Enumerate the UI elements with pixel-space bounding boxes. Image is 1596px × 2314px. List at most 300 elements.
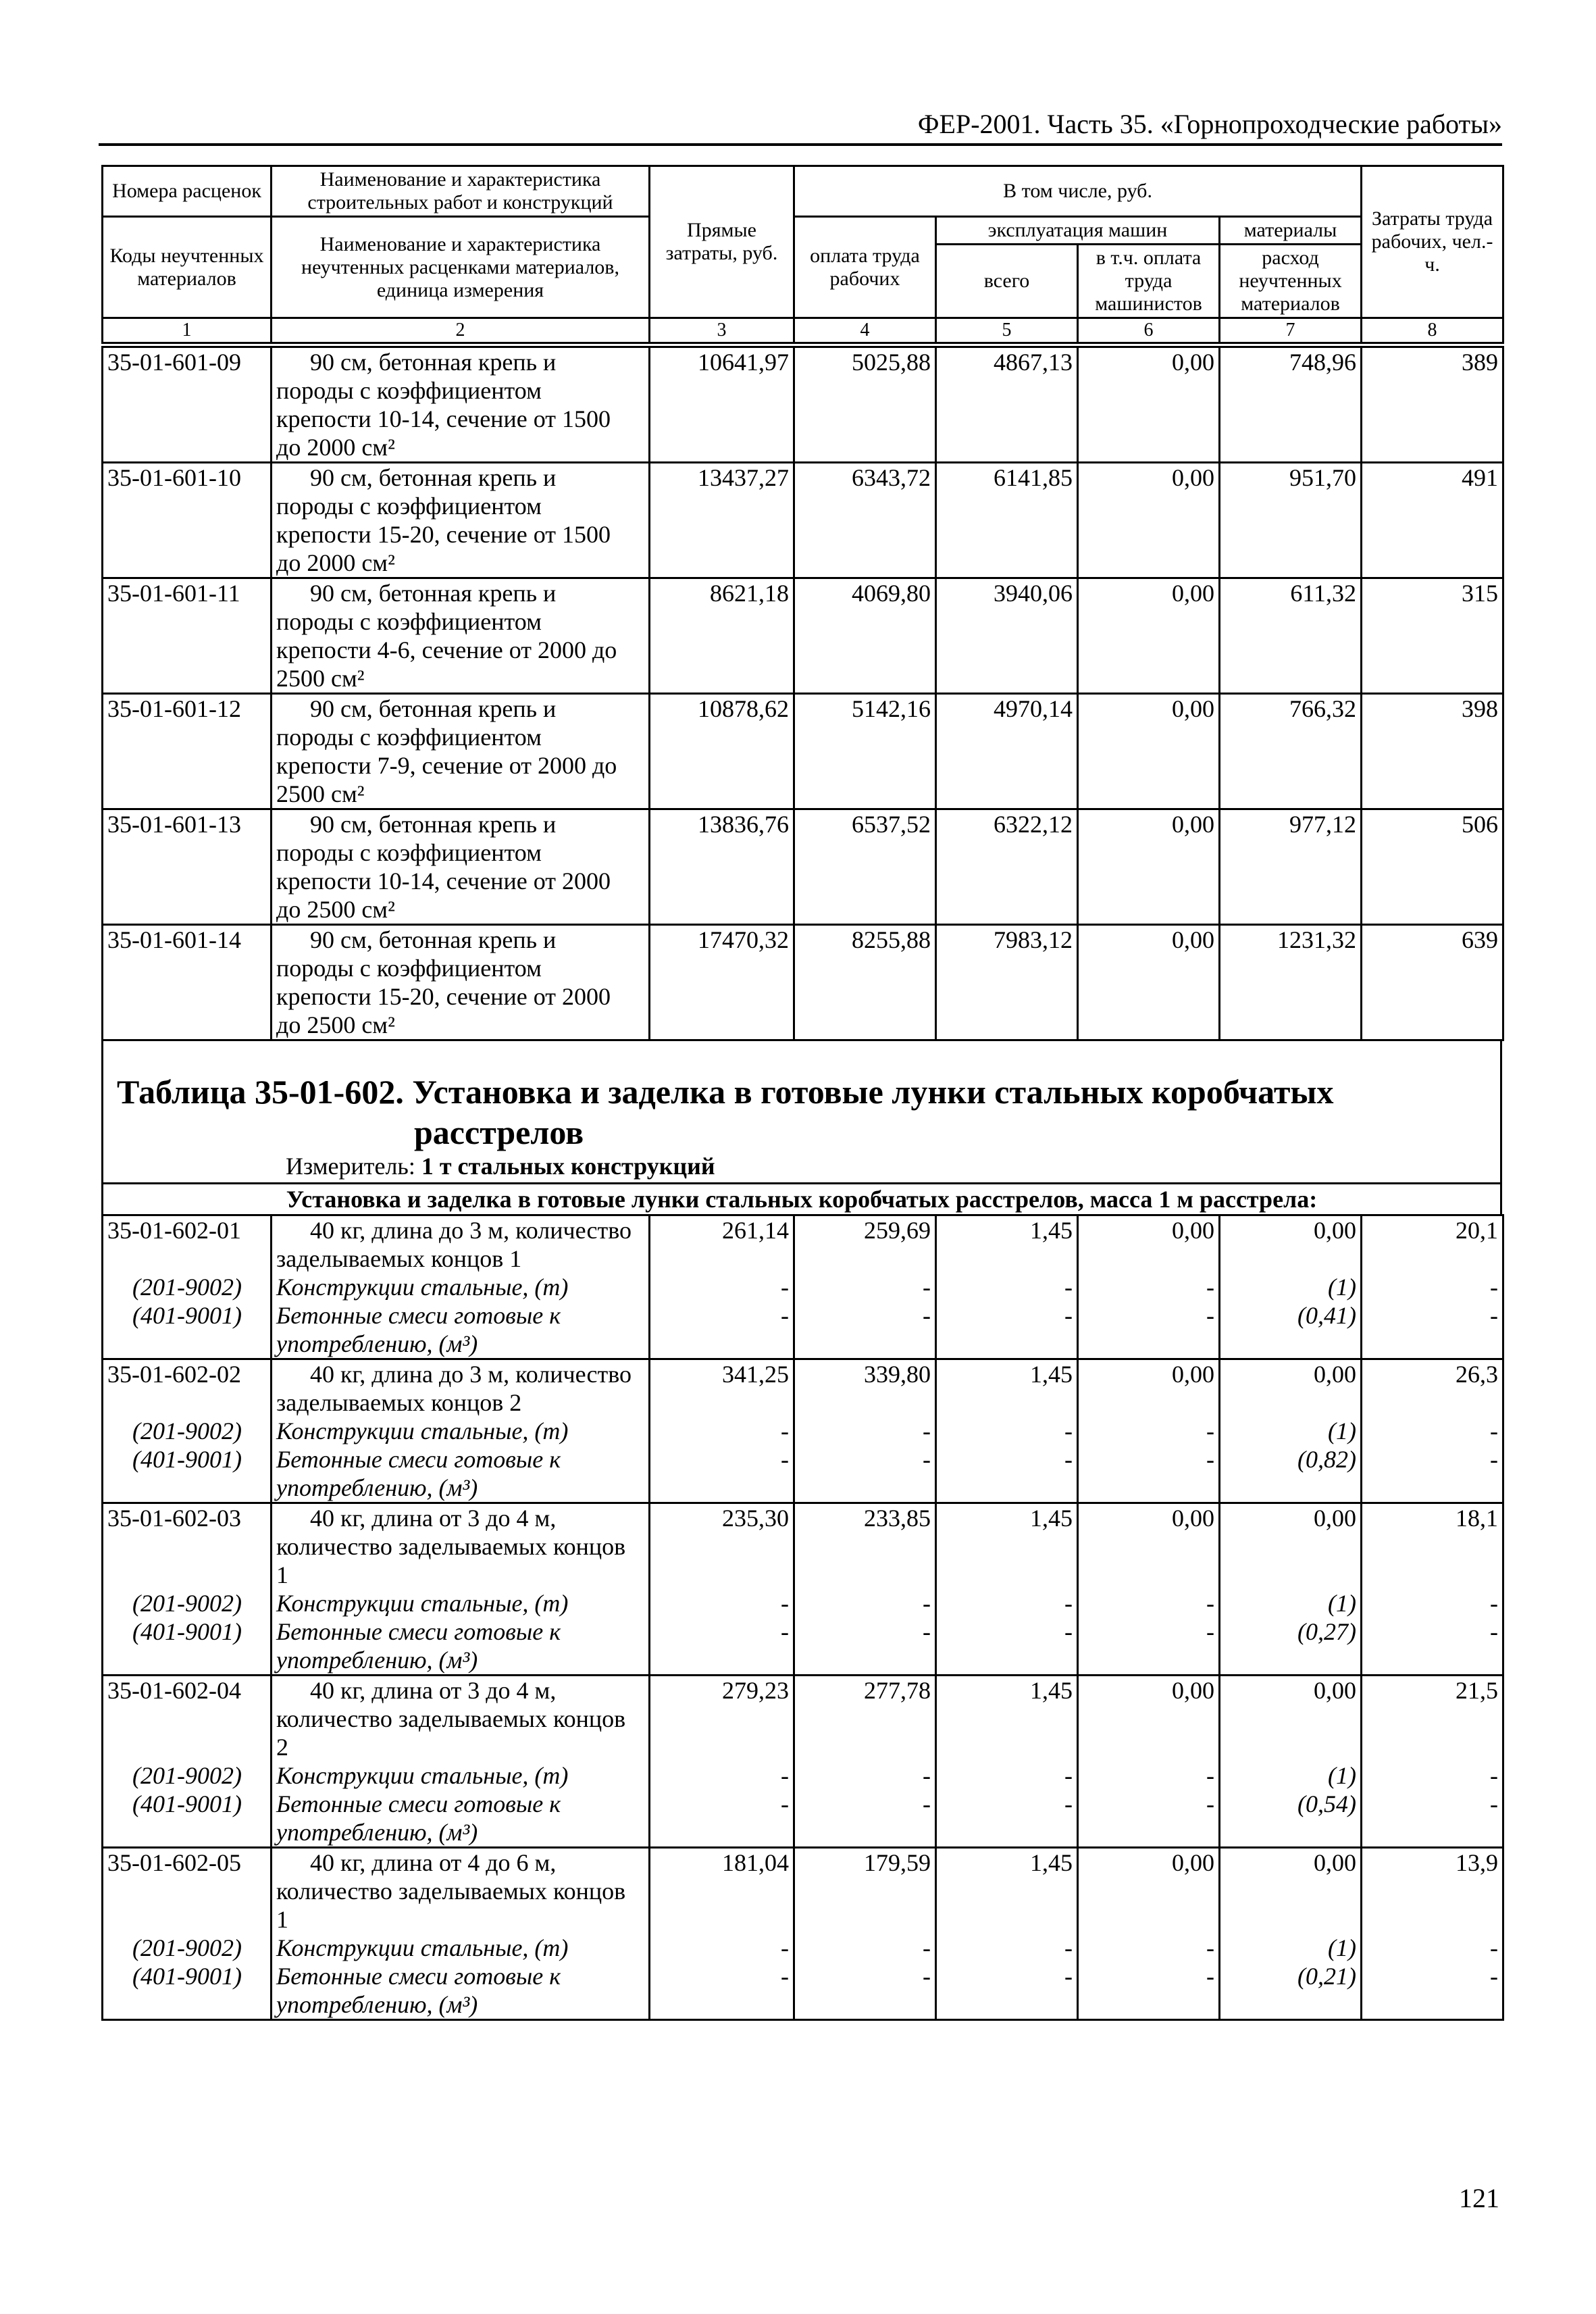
spacer xyxy=(107,1244,266,1273)
labor-value: 491 xyxy=(1362,463,1503,578)
dash-placeholder: - xyxy=(1206,1302,1214,1329)
col-header-rate-numbers: Номера расценок xyxy=(103,166,272,217)
material-name: Конструкции стальные, (т) xyxy=(276,1934,569,1961)
col-header-materials: материалы xyxy=(1220,217,1362,245)
description-line: 90 см, бетонная крепь и xyxy=(310,811,557,838)
machines-value-cell xyxy=(936,1503,1078,1676)
description-line: 90 см, бетонная крепь и xyxy=(310,349,557,376)
spacer xyxy=(1083,1474,1214,1502)
wages-value-cell xyxy=(794,1676,936,1848)
material-code: (201-9002) xyxy=(132,1417,242,1444)
spacer xyxy=(1083,1990,1214,2019)
material-code: (401-9001) xyxy=(132,1790,242,1817)
dash-placeholder: - xyxy=(1064,1618,1073,1645)
rate-code-cell xyxy=(103,1676,272,1848)
description-line: крепости 4-6, сечение от 2000 до xyxy=(276,636,617,663)
description-line: породы с коэффициентом xyxy=(276,724,542,751)
machines-value-cell xyxy=(936,1848,1078,2020)
operator-wages-value-cell xyxy=(1078,1676,1220,1848)
rate-code: 35-01-601-12 xyxy=(103,694,272,809)
description-line: количество заделываемых концов xyxy=(276,1878,626,1905)
direct-costs-value: 341,25 xyxy=(722,1361,789,1388)
description-line: крепости 15-20, сечение от 1500 xyxy=(276,521,611,548)
machines-value: 4867,13 xyxy=(936,347,1078,463)
col-number: 8 xyxy=(1362,318,1503,343)
col-header-work-name: Наименование и характеристика строительных работ и конструкций xyxy=(272,166,650,217)
dash-placeholder: - xyxy=(1490,1590,1498,1617)
materials-value: 0,00 xyxy=(1314,1361,1356,1388)
labor-value: 506 xyxy=(1362,809,1503,925)
materials-value: 951,70 xyxy=(1220,463,1362,578)
rate-code-cell xyxy=(103,1503,272,1676)
title-line: Таблица 35-01-602. Установка и заделка в готовые лунки стальных коробчатых xyxy=(117,1073,1334,1111)
dash-placeholder: - xyxy=(781,1590,789,1617)
spacer xyxy=(1366,1532,1498,1561)
table-row xyxy=(103,463,1503,578)
operator-wages-value: 0,00 xyxy=(1078,809,1220,925)
labor-value: 639 xyxy=(1362,925,1503,1040)
dash-placeholder: - xyxy=(1490,1446,1498,1473)
machines-value: 1,45 xyxy=(1030,1677,1073,1704)
direct-costs-value-cell xyxy=(650,1503,794,1676)
spacer xyxy=(1366,1818,1498,1846)
spacer xyxy=(654,1532,789,1561)
spacer xyxy=(1083,1330,1214,1358)
dash-placeholder: - xyxy=(1206,1934,1214,1961)
spacer xyxy=(1083,1646,1214,1674)
material-quantity: (1) xyxy=(1328,1590,1356,1617)
dash-placeholder: - xyxy=(1490,1274,1498,1301)
dash-placeholder: - xyxy=(781,1302,789,1329)
machines-value: 6322,12 xyxy=(936,809,1078,925)
table-row xyxy=(103,694,1503,809)
spacer xyxy=(654,1474,789,1502)
dash-placeholder: - xyxy=(1064,1762,1073,1789)
spacer xyxy=(1225,1474,1356,1502)
labor-value: 398 xyxy=(1362,694,1503,809)
spacer xyxy=(799,1905,931,1934)
title-line: расстрелов xyxy=(414,1113,584,1151)
spacer xyxy=(107,1532,266,1561)
rate-code-cell xyxy=(103,1359,272,1503)
dash-placeholder: - xyxy=(1206,1274,1214,1301)
material-name: Конструкции стальные, (т) xyxy=(276,1274,569,1301)
direct-costs-value: 10641,97 xyxy=(650,347,794,463)
col-header-including: В том числе, руб. xyxy=(794,166,1362,217)
spacer xyxy=(1083,1905,1214,1934)
description-line: заделываемых концов 2 xyxy=(276,1389,522,1416)
rate-code-cell xyxy=(103,1848,272,2020)
spacer xyxy=(1366,1990,1498,2019)
spacer xyxy=(799,1474,931,1502)
dash-placeholder: - xyxy=(1490,1302,1498,1329)
spacer xyxy=(941,1244,1073,1273)
spacer xyxy=(654,1990,789,2019)
material-name: употреблению, (м³) xyxy=(276,1474,478,1501)
table-row xyxy=(103,347,1503,463)
wages-value: 5142,16 xyxy=(794,694,936,809)
dash-placeholder: - xyxy=(923,1934,931,1961)
spacer xyxy=(654,1244,789,1273)
material-code: (201-9002) xyxy=(132,1934,242,1961)
rate-code: 35-01-602-01 xyxy=(107,1217,241,1244)
material-quantity: (1) xyxy=(1328,1934,1356,1961)
material-quantity: (1) xyxy=(1328,1417,1356,1444)
dash-placeholder: - xyxy=(1490,1963,1498,1990)
spacer xyxy=(654,1561,789,1589)
description-line: 2500 см² xyxy=(276,665,365,692)
materials-value-cell xyxy=(1220,1848,1362,2020)
description-line: 90 см, бетонная крепь и xyxy=(310,926,557,953)
operator-wages-value: 0,00 xyxy=(1172,1505,1214,1532)
spacer xyxy=(941,1705,1073,1733)
dash-placeholder: - xyxy=(923,1446,931,1473)
material-name: Бетонные смеси готовые к xyxy=(276,1302,561,1329)
spacer xyxy=(107,1330,266,1358)
labor-value: 20,1 xyxy=(1456,1217,1498,1244)
description-line: крепости 10-14, сечение от 2000 xyxy=(276,867,611,895)
material-name: Бетонные смеси готовые к xyxy=(276,1963,561,1990)
dash-placeholder: - xyxy=(1064,1590,1073,1617)
spacer xyxy=(1225,1877,1356,1905)
col-number: 1 xyxy=(103,318,272,343)
direct-costs-value: 13836,76 xyxy=(650,809,794,925)
dash-placeholder: - xyxy=(1064,1790,1073,1817)
description-line: 90 см, бетонная крепь и xyxy=(310,464,557,491)
rate-description xyxy=(272,463,650,578)
dash-placeholder: - xyxy=(1064,1963,1073,1990)
rate-code: 35-01-601-14 xyxy=(103,925,272,1040)
description-line: 40 кг, длина от 3 до 4 м, xyxy=(310,1505,557,1532)
description-line: 1 xyxy=(276,1561,288,1588)
material-code: (201-9002) xyxy=(132,1590,242,1617)
rate-description xyxy=(272,809,650,925)
description-line: породы с коэффициентом xyxy=(276,839,542,866)
dash-placeholder: - xyxy=(781,1417,789,1444)
spacer xyxy=(1366,1905,1498,1934)
material-quantity: (0,82) xyxy=(1297,1446,1356,1473)
machines-value-cell xyxy=(936,1359,1078,1503)
col-header-machines: эксплуатация машин xyxy=(936,217,1220,245)
wages-value: 259,69 xyxy=(864,1217,931,1244)
machines-value-cell xyxy=(936,1215,1078,1359)
wages-value: 6537,52 xyxy=(794,809,936,925)
direct-costs-value-cell xyxy=(650,1359,794,1503)
dash-placeholder: - xyxy=(1206,1963,1214,1990)
description-line: породы с коэффициентом xyxy=(276,377,542,404)
spacer xyxy=(941,1646,1073,1674)
direct-costs-value: 13437,27 xyxy=(650,463,794,578)
description-line: 40 кг, длина до 3 м, количество xyxy=(310,1361,632,1388)
material-code: (401-9001) xyxy=(132,1618,242,1645)
spacer xyxy=(941,1818,1073,1846)
spacer xyxy=(654,1818,789,1846)
description-line: 2 xyxy=(276,1734,288,1761)
spacer xyxy=(1366,1705,1498,1733)
dash-placeholder: - xyxy=(1490,1618,1498,1645)
rate-description xyxy=(272,694,650,809)
materials-value: 0,00 xyxy=(1314,1505,1356,1532)
material-name: Бетонные смеси готовые к xyxy=(276,1618,561,1645)
spacer xyxy=(107,1733,266,1761)
spacer xyxy=(941,1388,1073,1417)
table-header xyxy=(101,165,1504,344)
operator-wages-value: 0,00 xyxy=(1172,1677,1214,1704)
operator-wages-value: 0,00 xyxy=(1172,1361,1214,1388)
material-name: употреблению, (м³) xyxy=(276,1819,478,1846)
rate-code: 35-01-602-03 xyxy=(107,1505,241,1532)
spacer xyxy=(799,1330,931,1358)
description-line: породы с коэффициентом xyxy=(276,493,542,520)
col-header-operator-wages: в т.ч. оплата труда машинистов xyxy=(1078,245,1220,318)
materials-value: 748,96 xyxy=(1220,347,1362,463)
description-line: 40 кг, длина от 4 до 6 м, xyxy=(310,1849,557,1876)
spacer xyxy=(1366,1733,1498,1761)
material-name: Бетонные смеси готовые к xyxy=(276,1790,561,1817)
dash-placeholder: - xyxy=(781,1963,789,1990)
spacer xyxy=(654,1388,789,1417)
table-row xyxy=(103,809,1503,925)
col-number: 2 xyxy=(272,318,650,343)
materials-value-cell xyxy=(1220,1215,1362,1359)
rate-description xyxy=(272,347,650,463)
col-header-labor: Затраты труда рабочих, чел.-ч. xyxy=(1362,166,1503,318)
material-name: употреблению, (м³) xyxy=(276,1991,478,2018)
description-line: количество заделываемых концов xyxy=(276,1705,626,1732)
dash-placeholder: - xyxy=(1206,1618,1214,1645)
wages-value: 5025,88 xyxy=(794,347,936,463)
operator-wages-value: 0,00 xyxy=(1078,463,1220,578)
spacer xyxy=(941,1532,1073,1561)
spacer xyxy=(1366,1474,1498,1502)
spacer xyxy=(1083,1532,1214,1561)
measure-unit xyxy=(286,1153,715,1180)
spacer xyxy=(799,1388,931,1417)
materials-value-cell xyxy=(1220,1503,1362,1676)
machines-value: 7983,12 xyxy=(936,925,1078,1040)
direct-costs-value: 261,14 xyxy=(722,1217,789,1244)
spacer xyxy=(1225,1905,1356,1934)
dash-placeholder: - xyxy=(1490,1934,1498,1961)
table-row xyxy=(103,1215,1503,1359)
dash-placeholder: - xyxy=(923,1963,931,1990)
dash-placeholder: - xyxy=(781,1762,789,1789)
page-header: ФЕР-2001. Часть 35. «Горнопроходческие работы» xyxy=(99,108,1502,146)
materials-value: 1231,32 xyxy=(1220,925,1362,1040)
rate-code-cell xyxy=(103,1215,272,1359)
direct-costs-value: 10878,62 xyxy=(650,694,794,809)
materials-value: 0,00 xyxy=(1314,1677,1356,1704)
direct-costs-value: 8621,18 xyxy=(650,578,794,694)
spacer xyxy=(654,1646,789,1674)
col-header-direct-costs: Прямые затраты, руб. xyxy=(650,166,794,318)
col-header-material-names: Наименование и характеристика неучтенных расценками материалов, единица измерения xyxy=(272,217,650,318)
direct-costs-value: 181,04 xyxy=(722,1849,789,1876)
dash-placeholder: - xyxy=(923,1302,931,1329)
spacer xyxy=(107,1818,266,1846)
operator-wages-value-cell xyxy=(1078,1359,1220,1503)
spacer xyxy=(799,1877,931,1905)
spacer xyxy=(1083,1818,1214,1846)
material-name: Конструкции стальные, (т) xyxy=(276,1590,569,1617)
spacer xyxy=(1366,1244,1498,1273)
material-code: (201-9002) xyxy=(132,1274,242,1301)
material-quantity: (1) xyxy=(1328,1274,1356,1301)
rate-code: 35-01-602-05 xyxy=(107,1849,241,1876)
material-quantity: (0,41) xyxy=(1297,1302,1356,1329)
dash-placeholder: - xyxy=(1064,1302,1073,1329)
description-line: крепости 7-9, сечение от 2000 до xyxy=(276,752,617,779)
spacer xyxy=(1366,1561,1498,1589)
labor-value-cell xyxy=(1362,1676,1503,1848)
description-line: 40 кг, длина до 3 м, количество xyxy=(310,1217,632,1244)
spacer xyxy=(941,1330,1073,1358)
wages-value: 179,59 xyxy=(864,1849,931,1876)
dash-placeholder: - xyxy=(781,1934,789,1961)
labor-value: 18,1 xyxy=(1456,1505,1498,1532)
dash-placeholder: - xyxy=(1206,1590,1214,1617)
spacer xyxy=(1225,1990,1356,2019)
spacer xyxy=(941,1561,1073,1589)
direct-costs-value-cell xyxy=(650,1676,794,1848)
rate-description xyxy=(272,1215,650,1359)
dash-placeholder: - xyxy=(1490,1790,1498,1817)
material-code: (401-9001) xyxy=(132,1963,242,1990)
rate-code: 35-01-601-10 xyxy=(103,463,272,578)
rate-description xyxy=(272,925,650,1040)
labor-value-cell xyxy=(1362,1215,1503,1359)
spacer xyxy=(941,1990,1073,2019)
rate-description xyxy=(272,1503,650,1676)
spacer xyxy=(107,1705,266,1733)
col-header-material-consumption: расход неучтенных материалов xyxy=(1220,245,1362,318)
materials-value: 0,00 xyxy=(1314,1217,1356,1244)
wages-value: 339,80 xyxy=(864,1361,931,1388)
direct-costs-value-cell xyxy=(650,1848,794,2020)
description-line: до 2000 см² xyxy=(276,434,395,461)
table-row xyxy=(103,1676,1503,1848)
spacer xyxy=(1225,1705,1356,1733)
dash-placeholder: - xyxy=(923,1762,931,1789)
spacer xyxy=(799,1561,931,1589)
wages-value-cell xyxy=(794,1215,936,1359)
dash-placeholder: - xyxy=(781,1446,789,1473)
machines-value: 3940,06 xyxy=(936,578,1078,694)
material-code: (401-9001) xyxy=(132,1446,242,1473)
material-quantity: (0,27) xyxy=(1297,1618,1356,1645)
description-line: 90 см, бетонная крепь и xyxy=(310,695,557,722)
wages-value: 233,85 xyxy=(864,1505,931,1532)
dash-placeholder: - xyxy=(1490,1762,1498,1789)
wages-value-cell xyxy=(794,1359,936,1503)
machines-value: 1,45 xyxy=(1030,1505,1073,1532)
operator-wages-value: 0,00 xyxy=(1078,925,1220,1040)
spacer xyxy=(1225,1532,1356,1561)
dash-placeholder: - xyxy=(1206,1790,1214,1817)
material-name: Конструкции стальные, (т) xyxy=(276,1417,569,1444)
rate-code: 35-01-601-13 xyxy=(103,809,272,925)
operator-wages-value-cell xyxy=(1078,1848,1220,2020)
spacer xyxy=(107,1877,266,1905)
spacer xyxy=(941,1474,1073,1502)
material-code: (401-9001) xyxy=(132,1302,242,1329)
rates-table-601 xyxy=(101,346,1504,1041)
description-line: до 2500 см² xyxy=(276,896,395,923)
dash-placeholder: - xyxy=(1064,1446,1073,1473)
col-number: 6 xyxy=(1078,318,1220,343)
labor-value-cell xyxy=(1362,1503,1503,1676)
spacer xyxy=(654,1330,789,1358)
labor-value-cell xyxy=(1362,1359,1503,1503)
direct-costs-value: 235,30 xyxy=(722,1505,789,1532)
wages-value: 6343,72 xyxy=(794,463,936,578)
description-line: 2500 см² xyxy=(276,780,365,807)
direct-costs-value: 279,23 xyxy=(722,1677,789,1704)
spacer xyxy=(1225,1244,1356,1273)
spacer xyxy=(799,1705,931,1733)
material-quantity: (1) xyxy=(1328,1762,1356,1789)
material-name: Конструкции стальные, (т) xyxy=(276,1762,569,1789)
dash-placeholder: - xyxy=(1064,1934,1073,1961)
dash-placeholder: - xyxy=(923,1790,931,1817)
rate-code: 35-01-602-02 xyxy=(107,1361,241,1388)
material-quantity: (0,54) xyxy=(1297,1790,1356,1817)
operator-wages-value-cell xyxy=(1078,1503,1220,1676)
spacer xyxy=(1083,1388,1214,1417)
spacer xyxy=(107,1990,266,2019)
operator-wages-value: 0,00 xyxy=(1078,578,1220,694)
spacer xyxy=(107,1646,266,1674)
dash-placeholder: - xyxy=(1206,1417,1214,1444)
spacer xyxy=(799,1990,931,2019)
material-code: (201-9002) xyxy=(132,1762,242,1789)
description-line: крепости 15-20, сечение от 2000 xyxy=(276,983,611,1010)
spacer xyxy=(1366,1330,1498,1358)
spacer xyxy=(1225,1561,1356,1589)
materials-value: 977,12 xyxy=(1220,809,1362,925)
spacer xyxy=(1225,1646,1356,1674)
materials-value: 0,00 xyxy=(1314,1849,1356,1876)
table-602-subheader: Установка и заделка в готовые лунки стальных коробчатых расстрелов, масса 1 м расстрела: xyxy=(101,1182,1502,1216)
spacer xyxy=(1225,1330,1356,1358)
spacer xyxy=(107,1474,266,1502)
materials-value-cell xyxy=(1220,1676,1362,1848)
rate-code: 35-01-602-04 xyxy=(107,1677,241,1704)
spacer xyxy=(1225,1818,1356,1846)
spacer xyxy=(1083,1561,1214,1589)
dash-placeholder: - xyxy=(923,1590,931,1617)
table-row xyxy=(103,925,1503,1040)
machines-value: 1,45 xyxy=(1030,1217,1073,1244)
spacer xyxy=(107,1388,266,1417)
rates-table-602 xyxy=(101,1214,1504,2021)
rate-code: 35-01-601-09 xyxy=(103,347,272,463)
spacer xyxy=(1225,1733,1356,1761)
direct-costs-value: 17470,32 xyxy=(650,925,794,1040)
spacer xyxy=(799,1646,931,1674)
spacer xyxy=(107,1561,266,1589)
col-number: 4 xyxy=(794,318,936,343)
col-header-wages: оплата труда рабочих xyxy=(794,217,936,318)
description-line: породы с коэффициентом xyxy=(276,608,542,635)
page-number: 121 xyxy=(1459,2183,1499,2213)
dash-placeholder: - xyxy=(1490,1417,1498,1444)
operator-wages-value: 0,00 xyxy=(1078,694,1220,809)
spacer xyxy=(941,1877,1073,1905)
dash-placeholder: - xyxy=(1206,1762,1214,1789)
spacer xyxy=(1083,1877,1214,1905)
rate-description xyxy=(272,578,650,694)
